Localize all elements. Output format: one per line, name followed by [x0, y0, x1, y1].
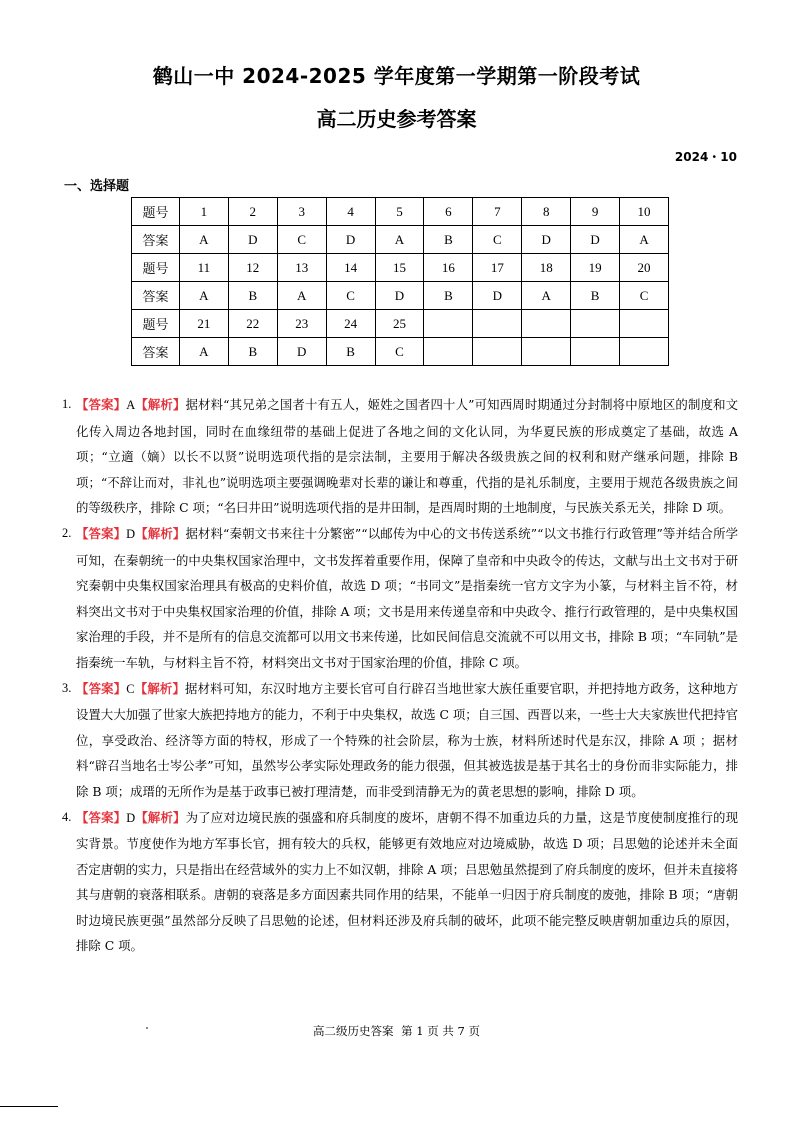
answer-cell: A: [179, 226, 228, 254]
explanation-item: [62, 805, 738, 960]
question-cell: 9: [571, 198, 620, 226]
question-row: [132, 198, 669, 226]
answer-cell: B: [571, 282, 620, 310]
explanation-text: 据材料“其兄弟之国者十有五人，姬姓之国者四十人”可知西周时期通过分封制将中原地区的制度和文化传入周边各地封国，同时在血缘纽带的基础上促进了各地之间的文化认同，为华夏民族的形成奠定了基础，故选 A 项；“立適（嫡）以长不以贤”说明选项代指的是宗法制，主要用于解决各级贵族之间的权利和财产继承问题，排除 B 项；“不辞让而对，非礼也”说明选项主要强调晚辈对长辈的谦让和尊重，代指的是礼乐制度，主要用于规范各级贵族之间的等级秩序，排除 C 项；“名曰井田”说明选项代指的是井田制，是西周时期的土地制度，与民族关系无关，排除 D 项。: [76, 397, 739, 516]
answer-cell: A: [522, 282, 571, 310]
answer-cell: A: [179, 338, 228, 366]
question-row-label: 题号: [132, 310, 180, 338]
question-cell: 20: [620, 254, 669, 282]
answer-cell: B: [424, 226, 473, 254]
answer-cell: A: [277, 282, 326, 310]
question-cell: 13: [277, 254, 326, 282]
answer-cell: [571, 338, 620, 366]
answer-cell: D: [326, 226, 375, 254]
answer-cell: [473, 338, 522, 366]
question-cell: 14: [326, 254, 375, 282]
explanation-item: [62, 676, 738, 805]
question-cell: 11: [179, 254, 228, 282]
answer-letter: A: [126, 398, 136, 412]
answer-cell: A: [620, 226, 669, 254]
analysis-tag: 【解析】: [135, 809, 186, 825]
answer-cell: [424, 338, 473, 366]
question-cell: [571, 310, 620, 338]
answer-cell: B: [326, 338, 375, 366]
question-cell: 12: [228, 254, 277, 282]
explanation-text: 据材料可知，东汉时地方主要长官可自行辟召当地世家大族任重要官职，并把持地方政务，这种地方设置大大加强了世家大族把持地方的能力，不利于中央集权，故选 C 项；自三国、西晋以来，一些士大夫家族世代把持官位，享受政治、经济等方面的特权，形成了一个特殊的社会阶层，称为士族，材料所述时代是东汉，排除 A 项 ；据材料“辟召当地名士岑公孝”可知，虽然岑公孝实际处理政务的能力很强，但其被选拔是基于其名士的身份而非实际能力，排除 B 项；成瑨的无所作为是基于政事已被打理清楚，而非受到清静无为的黄老思想的影响，排除 D 项。: [76, 680, 739, 799]
question-cell: 15: [375, 254, 424, 282]
analysis-tag: 【解析】: [134, 680, 186, 696]
answer-letter: D: [126, 810, 136, 825]
answer-cell: D: [571, 226, 620, 254]
page-footer: [0, 1023, 793, 1039]
question-cell: 4: [326, 198, 375, 226]
question-cell: 16: [424, 254, 473, 282]
answer-letter: D: [126, 526, 136, 541]
answer-cell: C: [620, 282, 669, 310]
answer-cell: C: [277, 226, 326, 254]
answer-cell: C: [375, 338, 424, 366]
question-row-label: 题号: [132, 254, 180, 282]
answer-cell: D: [375, 282, 424, 310]
explanation-item: [62, 392, 738, 521]
question-row: [132, 310, 669, 338]
explanation-text: 据材料“秦朝文书来往十分繁密”“以邮传为中心的文书传送系统”“以文书推行行政管理”等并结合所学可知，在秦朝统一的中央集权国家治理中，文书发挥着重要作用，保障了皇帝和中央政令的传达，文献与出土文书对于研究秦朝中央集权国家治理具有极高的史料价值，故选 D 项；“书同文”是指秦统一官方文字为小篆，与材料主旨不符，材料突出文书对于中央集权国家治理的价值，排除 A 项；文书是用来传递皇帝和中央政令、推行行政管理的，是中央集权国家治理的手段，并不是所有的信息交流都可以用文书来传递，比如民间信息交流就不可以用文书，排除 B 项；“车同轨”是指秦统一车轨，与材料主旨不符，材料突出文书对于国家治理的价值，排除 C 项。: [76, 525, 739, 670]
item-number: 1.: [62, 397, 72, 411]
footer-label: 高二级历史答案: [312, 1024, 394, 1038]
explanation-list: [62, 392, 738, 959]
answer-cell: D: [228, 226, 277, 254]
question-cell: 6: [424, 198, 473, 226]
answer-cell: [620, 338, 669, 366]
exam-title: 鹤山一中 2024-2025 学年度第一学期第一阶段考试: [152, 64, 641, 88]
analysis-tag: 【解析】: [135, 525, 186, 541]
answer-row-label: 答案: [132, 282, 180, 310]
question-cell: 2: [228, 198, 277, 226]
answer-row: [132, 282, 669, 310]
question-cell: 25: [375, 310, 424, 338]
section-title: 一、选择题: [64, 179, 130, 194]
answer-cell: [522, 338, 571, 366]
item-number: 4.: [62, 809, 72, 824]
question-cell: 19: [571, 254, 620, 282]
question-row-label: 题号: [132, 198, 180, 226]
analysis-tag: 【解析】: [135, 397, 186, 412]
answer-cell: D: [277, 338, 326, 366]
item-number: 2.: [62, 525, 72, 540]
question-cell: 10: [620, 198, 669, 226]
question-cell: 1: [179, 198, 228, 226]
answer-cell: B: [424, 282, 473, 310]
question-cell: 18: [522, 254, 571, 282]
footer-page-number: 第 1 页 共 7 页: [401, 1024, 481, 1038]
question-cell: 7: [473, 198, 522, 226]
answer-row: [132, 226, 669, 254]
question-cell: 21: [179, 310, 228, 338]
answer-cell: A: [375, 226, 424, 254]
question-row: [132, 254, 669, 282]
answer-tag: 【答案】: [76, 809, 127, 825]
answer-cell: B: [228, 282, 277, 310]
answer-row-label: 答案: [132, 338, 180, 366]
answer-cell: D: [473, 282, 522, 310]
answer-table: [131, 197, 669, 366]
footnote-rule: [0, 1106, 58, 1107]
item-number: 3.: [62, 680, 72, 695]
answer-tag: 【答案】: [76, 397, 127, 412]
question-cell: 3: [277, 198, 326, 226]
question-cell: [620, 310, 669, 338]
answer-cell: B: [228, 338, 277, 366]
answer-cell: D: [522, 226, 571, 254]
answer-tag: 【答案】: [76, 680, 127, 696]
answer-row: [132, 338, 669, 366]
question-cell: 22: [228, 310, 277, 338]
question-cell: 8: [522, 198, 571, 226]
answer-cell: C: [473, 226, 522, 254]
answer-letter: C: [126, 681, 135, 696]
question-cell: [473, 310, 522, 338]
explanation-item: [62, 521, 738, 676]
decorative-dot: [146, 1027, 148, 1029]
document-subtitle: 高二历史参考答案: [316, 107, 477, 131]
question-cell: 5: [375, 198, 424, 226]
answer-tag: 【答案】: [76, 525, 127, 541]
answer-row-label: 答案: [132, 226, 180, 254]
answer-cell: C: [326, 282, 375, 310]
question-cell: 24: [326, 310, 375, 338]
question-cell: 23: [277, 310, 326, 338]
question-cell: 17: [473, 254, 522, 282]
exam-date: 2024・10: [674, 150, 737, 164]
explanation-text: 为了应对边境民族的强盛和府兵制度的废坏，唐朝不得不加重边兵的力量，这是节度使制度推行的现实背景。节度使作为地方军事长官，拥有较大的兵权，能够更有效地应对边境威胁，故选 D 项；吕思勉的论述并未全面否定唐朝的实力，只是指出在经营域外的实力上不如汉朝，排除 A 项；吕思勉虽然提到了府兵制度的废坏，但并未直接将其与唐朝的衰落相联系。唐朝的衰落是多方面因素共同作用的结果，不能单一归因于府兵制度的废弛，排除 B 项；“唐朝时边境民族更强”虽然部分反映了吕思勉的论述，但材料还涉及府兵制的破坏，此项不能完整反映唐朝加重边兵的原因，排除 C 项。: [76, 809, 739, 954]
answer-cell: A: [179, 282, 228, 310]
question-cell: [424, 310, 473, 338]
question-cell: [522, 310, 571, 338]
